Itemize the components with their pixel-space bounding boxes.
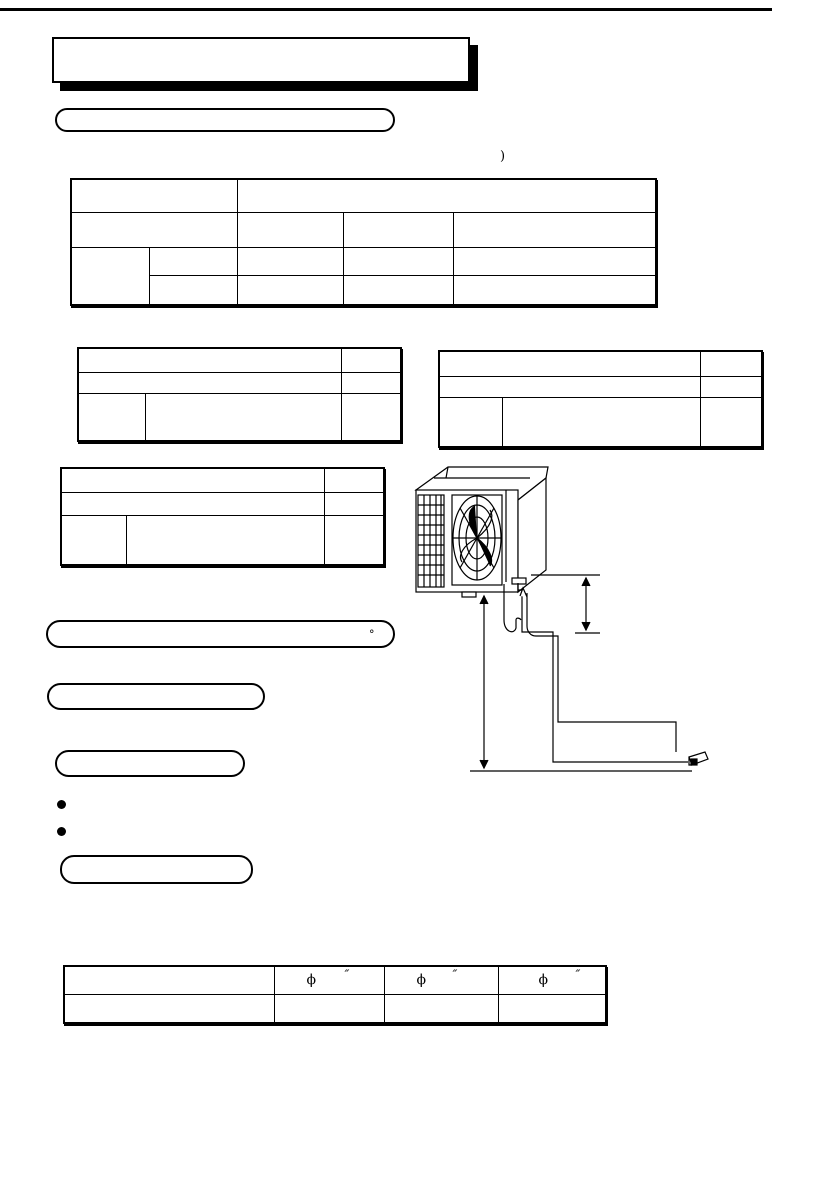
table-row <box>64 966 606 994</box>
bullet-point-1 <box>57 800 66 809</box>
table-row <box>61 515 384 565</box>
table-row <box>64 994 606 1023</box>
drain-hose <box>504 584 688 762</box>
table-cell <box>64 994 274 1023</box>
table-cell <box>78 348 341 372</box>
section-header-1 <box>55 108 395 132</box>
phi-symbol: ϕ <box>306 972 317 988</box>
table-cell <box>343 212 453 247</box>
pipe-size-header-1 <box>274 966 384 994</box>
table-cell <box>324 515 384 565</box>
table-row <box>439 351 762 376</box>
table-cell <box>324 492 384 515</box>
section-header-5 <box>60 855 253 884</box>
table-cell <box>453 247 656 275</box>
pipe-size-header-3 <box>498 966 606 994</box>
table-cell <box>61 468 324 492</box>
table-cell <box>700 376 762 397</box>
table-cell <box>453 212 656 247</box>
phi-symbol: ϕ <box>416 972 427 988</box>
height-dimension-total <box>480 596 488 768</box>
table-row <box>61 492 384 515</box>
inch-mark: ″ <box>344 968 350 983</box>
spec-table-2 <box>77 347 402 442</box>
table-row <box>78 393 401 441</box>
phi-symbol: ϕ <box>538 972 549 988</box>
inch-mark: ″ <box>452 968 458 983</box>
section-header-4 <box>55 750 245 777</box>
table-cell <box>324 468 384 492</box>
table-row <box>61 468 384 492</box>
section-header-2 <box>46 620 395 648</box>
pipe-size-table <box>63 965 607 1024</box>
outdoor-unit-installation-diagram <box>405 462 735 782</box>
table-cell <box>439 376 700 397</box>
table-cell <box>71 179 237 212</box>
table-cell <box>274 994 384 1023</box>
inch-mark: ″ <box>575 968 581 983</box>
top-rule <box>0 8 772 11</box>
height-dimension-small <box>531 575 600 633</box>
table-cell <box>149 247 237 275</box>
table-cell <box>341 348 401 372</box>
pipe-size-header-2 <box>384 966 498 994</box>
drain-fitting-icon <box>689 752 708 765</box>
table-row <box>78 372 401 393</box>
table-cell <box>341 393 401 441</box>
table-cell <box>341 372 401 393</box>
table-cell <box>453 275 656 305</box>
table-cell <box>502 397 700 447</box>
table-row <box>71 179 656 212</box>
closing-parenthesis: ) <box>500 149 506 164</box>
table-cell <box>71 212 237 247</box>
spec-table-3 <box>438 350 763 448</box>
spec-table-1 <box>70 178 657 306</box>
table-row <box>71 247 656 275</box>
unit-foot <box>462 592 476 597</box>
page-title-box <box>52 37 470 83</box>
table-cell <box>64 966 274 994</box>
degree-symbol: ° <box>369 628 375 641</box>
table-cell <box>700 397 762 447</box>
table-cell <box>237 179 656 212</box>
table-row <box>71 275 656 305</box>
table-cell <box>78 372 341 393</box>
table-cell <box>498 994 606 1023</box>
table-cell <box>439 397 502 447</box>
table-cell <box>61 515 126 565</box>
table-cell <box>237 275 343 305</box>
table-cell <box>145 393 341 441</box>
table-row <box>78 348 401 372</box>
table-cell <box>149 275 237 305</box>
bullet-point-2 <box>57 827 66 836</box>
table-cell <box>78 393 145 441</box>
table-cell <box>439 351 700 376</box>
table-cell <box>71 247 149 305</box>
table-cell <box>384 994 498 1023</box>
table-cell <box>237 247 343 275</box>
section-header-3 <box>47 683 265 710</box>
table-cell <box>700 351 762 376</box>
table-row <box>71 212 656 247</box>
table-row <box>439 397 762 447</box>
table-cell <box>237 212 343 247</box>
unit-foot <box>512 578 526 584</box>
table-cell <box>343 247 453 275</box>
table-row <box>439 376 762 397</box>
spec-table-4 <box>60 467 385 566</box>
table-cell <box>61 492 324 515</box>
table-cell <box>343 275 453 305</box>
table-cell <box>126 515 324 565</box>
